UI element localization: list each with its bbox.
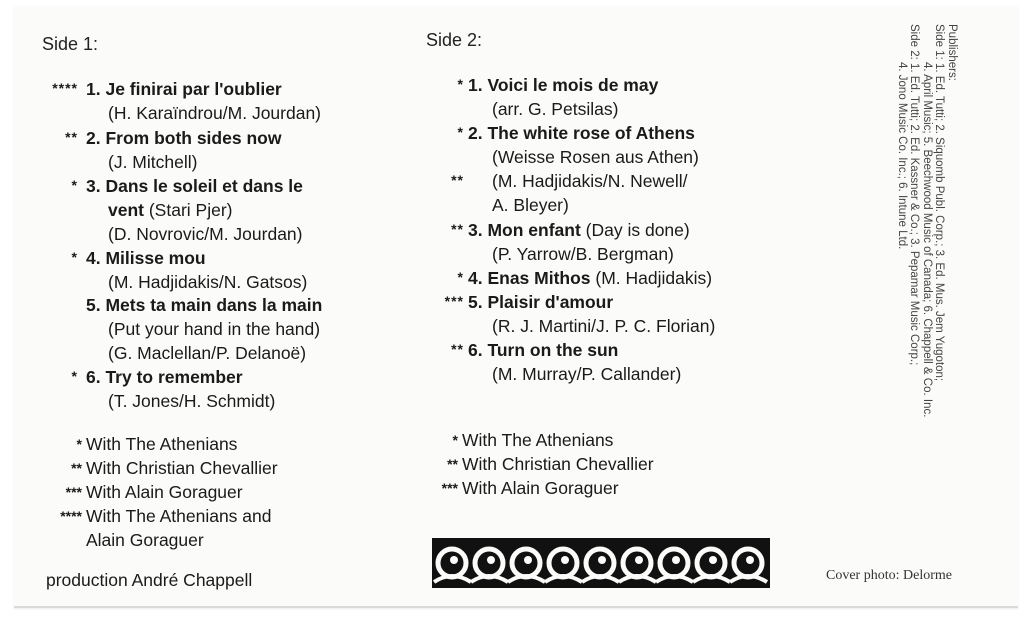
legend-mark: *: [76, 436, 82, 452]
legend-row: [60, 504, 278, 528]
track-stars: *: [71, 177, 78, 193]
track-title: 4. Enas Mithos: [468, 268, 591, 288]
legend-mark: ****: [60, 508, 82, 524]
track-stars: *: [71, 249, 78, 265]
publishers-side1: Side 1: 1. Ed. Tutti; 2. Siquomb Publ. Corp.; 3. Ed. Mus. Jem Yugoton;: [933, 24, 946, 382]
track-stars: **: [451, 221, 464, 237]
track-item: [468, 338, 681, 386]
legend-row: [86, 528, 278, 552]
publishers-block: [896, 24, 959, 417]
track-stars: **: [451, 341, 464, 357]
track-credit: (G. Maclellan/P. Delanoë): [108, 343, 307, 363]
track-stars: *: [457, 76, 464, 92]
track-item: [468, 121, 699, 217]
track-subtitle: (Stari Pjer): [148, 200, 233, 220]
track-credit-cont: A. Bleyer): [492, 195, 569, 215]
track-stars: **: [451, 172, 464, 188]
track-title: 2. From both sides now: [86, 128, 282, 148]
track-credit: (arr. G. Petsilas): [492, 99, 619, 119]
track-subtitle: (M. Hadjidakis): [595, 268, 713, 288]
side2-legend: [441, 428, 654, 500]
track-title: 1. Je finirai par l'oublier: [86, 79, 282, 99]
track-title: 5. Mets ta main dans la main: [86, 295, 323, 315]
track-credit: (M. Hadjidakis/N. Gatsos): [108, 272, 308, 292]
legend-text-cont: Alain Goraguer: [86, 530, 204, 550]
track-stars: *: [457, 124, 464, 140]
legend-mark: ***: [441, 480, 458, 496]
track-title: 4. Milisse mou: [86, 248, 206, 268]
track-credit: (H. Karaïndrou/M. Jourdan): [108, 103, 322, 123]
track-item: [86, 174, 303, 246]
legend-mark: ***: [65, 484, 82, 500]
track-item: [468, 290, 715, 338]
publishers-side2: Side 2: 1. Ed. Tutti; 2. Ed. Kassner & Co.; 3. Pepamar Music Corp.;: [908, 24, 921, 366]
legend-mark: **: [447, 456, 458, 472]
legend-text: With Alain Goraguer: [462, 478, 619, 498]
track-item: [86, 246, 307, 294]
cover-photo-credit: Cover photo: Delorme: [826, 568, 952, 583]
track-item: [468, 218, 690, 266]
legend-row: [76, 432, 278, 456]
publishers-side1-cont: 4. April Music; 5. Beechwood Music of Canada; 6. Chappell & Co. Inc.: [921, 62, 933, 418]
track-title-cont: vent: [108, 200, 144, 220]
side2-title: Side 2:: [426, 30, 483, 50]
legend-text: With The Athenians and: [86, 506, 272, 526]
legend-text: With The Athenians: [86, 434, 238, 454]
side1-title: Side 1:: [42, 34, 99, 54]
side1-legend: [60, 432, 278, 552]
track-subtitle: (Put your hand in the hand): [108, 319, 321, 339]
legend-row: [452, 428, 654, 452]
track-item: [86, 77, 321, 125]
production-credit: production André Chappell: [46, 570, 253, 590]
legend-mark: *: [452, 432, 458, 448]
track-credit: (P. Yarrow/B. Bergman): [492, 244, 674, 264]
track-stars: *: [71, 368, 78, 384]
track-item: [86, 126, 281, 174]
track-title: 3. Dans le soleil et dans le: [86, 176, 303, 196]
track-credit: (T. Jones/H. Schmidt): [108, 391, 276, 411]
track-item: [86, 365, 275, 413]
track-stars: ****: [52, 80, 78, 96]
track-title: 6. Turn on the sun: [468, 340, 619, 360]
track-item: [468, 73, 658, 121]
track-credit: (M. Murray/P. Callander): [492, 364, 682, 384]
track-title: 5. Plaisir d'amour: [468, 292, 614, 312]
legend-mark: **: [71, 460, 82, 476]
track-title: 1. Voici le mois de may: [468, 75, 659, 95]
track-item: [86, 293, 322, 365]
track-title: 2. The white rose of Athens: [468, 123, 695, 143]
legend-row: [447, 452, 654, 476]
publishers-heading: Publishers:: [946, 24, 958, 81]
legend-text: With Alain Goraguer: [86, 482, 243, 502]
legend-row: [65, 480, 278, 504]
track-title: 3. Mon enfant: [468, 220, 581, 240]
legend-text: With Christian Chevallier: [462, 454, 654, 474]
track-subtitle: (Day is done): [585, 220, 690, 240]
track-title: 6. Try to remember: [86, 367, 243, 387]
greek-wave-ornament-icon: [432, 538, 770, 588]
track-subtitle: (Weisse Rosen aus Athen): [492, 147, 699, 167]
legend-row: [71, 456, 278, 480]
track-credit: (J. Mitchell): [108, 152, 198, 172]
track-stars: ***: [444, 293, 464, 309]
legend-text: With Christian Chevallier: [86, 458, 278, 478]
track-item: [468, 266, 712, 290]
track-credit: (D. Novrovic/M. Jourdan): [108, 224, 303, 244]
track-stars: **: [65, 129, 78, 145]
track-stars: *: [457, 269, 464, 285]
track-credit: (M. Hadjidakis/N. Newell/: [492, 171, 688, 191]
legend-row: [441, 476, 654, 500]
track-credit: (R. J. Martini/J. P. C. Florian): [492, 316, 716, 336]
publishers-side2-cont: 4. Jono Music Co. Inc.; 6. Intune Ltd.: [896, 62, 908, 250]
legend-text: With The Athenians: [462, 430, 614, 450]
